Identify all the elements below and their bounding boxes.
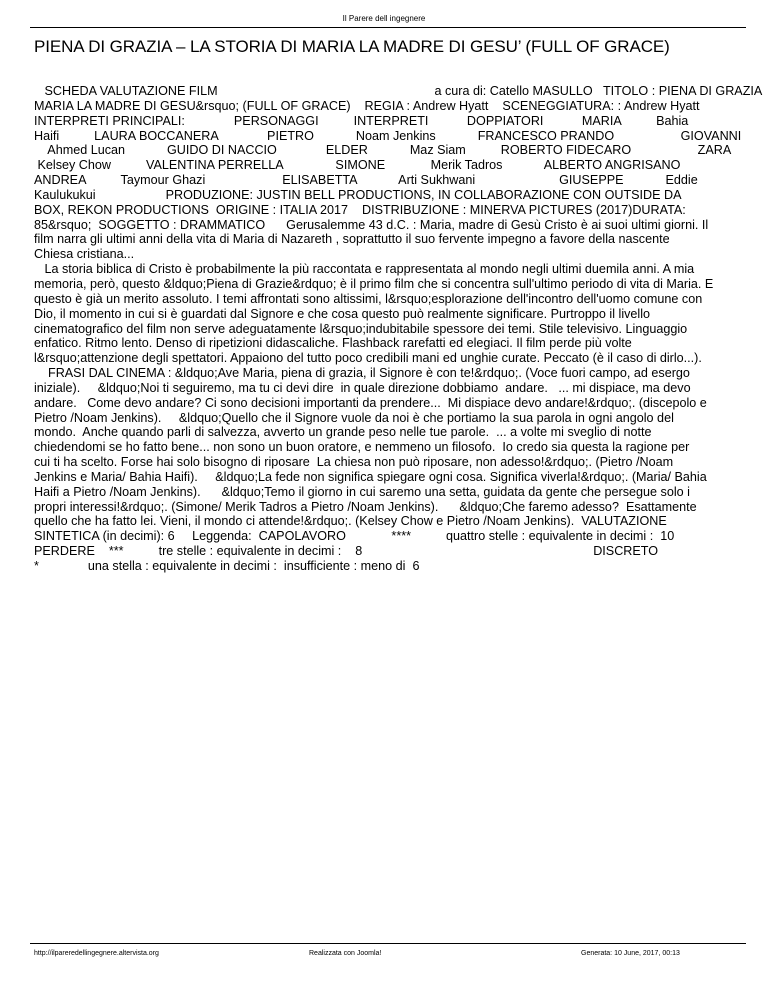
- article-line: Pietro /Noam Jenkins). &ldquo;Quello che il Signore vuole da noi è che portiamo la sua parola in ogni angolo del: [34, 410, 674, 425]
- article-line: film narra gli ultimi anni della vita di Maria di Nazareth , soprattutto il suo fervente impegno a favore della nascente: [34, 232, 670, 247]
- article-line: chiedendomi se ho fatto bene... non sono un buon oratore, e nemmeno un filosofo. Io credo sia questa la ragione per: [34, 440, 690, 455]
- article-title: PIENA DI GRAZIA – LA STORIA DI MARIA LA MADRE DI GESU’ (FULL OF GRACE): [34, 37, 670, 56]
- article-line: * una stella : equivalente in decimi : insufficiente : meno di 6: [34, 559, 420, 573]
- article-line: 85&rsquo; SOGGETTO : DRAMMATICO Gerusalemme 43 d.C. : Maria, madre di Gesù Cristo è ai suoi ultimi giorni. Il: [34, 217, 709, 232]
- article-line: quello che ha fatto lei. Vieni, il mondo ci attende!&rdquo;. (Kelsey Chow e Pietro /Noam Jenkins). VALUTAZIONE: [34, 514, 667, 529]
- article-line: FRASI DAL CINEMA : &ldquo;Ave Maria, piena di grazia, il Signore è con te!&rdquo;. (Voce fuori campo, ad esergo: [34, 366, 690, 381]
- article-body: [34, 84, 768, 574]
- article-line: propri interessi!&rdquo;. (Simone/ Merik Tadros a Pietro /Noam Jenkins). &ldquo;Che faremo adesso? Esattamente: [34, 499, 697, 514]
- article-line: Ahmed Lucan GUIDO DI NACCIO ELDER Maz Siam ROBERTO FIDECARO ZARA: [34, 143, 732, 158]
- article-line: questo è già un merito assoluto. I temi affrontati sono altissimi, l&rsquo;esplorazione dell'incontro dell'uomo comune con: [34, 291, 703, 306]
- article-line: MARIA LA MADRE DI GESU&rsquo; (FULL OF GRACE) REGIA : Andrew Hyatt SCENEGGIATURA: : Andrew Hyatt: [34, 98, 700, 113]
- article-line: BOX, REKON PRODUCTIONS ORIGINE : ITALIA 2017 DISTRIBUZIONE : MINERVA PICTURES (2017)DURATA:: [34, 202, 686, 217]
- article-line: SCHEDA VALUTAZIONE FILM a cura di: Catello MASULLO TITOLO : PIENA DI GRAZIA: [34, 84, 763, 98]
- article-line: cinematografico del film non serve adeguatamente l&rsquo;indubitabile spessore dei temi. Stile televisivo. Linguaggio: [34, 321, 688, 336]
- footer-made-with: Realizzata con Joomla!: [309, 950, 382, 957]
- article-line: mondo. Anche quando parli di salvezza, avverto un grande peso nelle tue parole. ... a volte mi sveglio di notte: [34, 425, 652, 440]
- article-line: Haifi a Pietro /Noam Jenkins). &ldquo;Temo il giorno in cui saremo una setta, guidata da gente che persegue solo i: [34, 484, 690, 499]
- article-line: Jenkins e Maria/ Bahia Haifi). &ldquo;La fede non significa spiegare ogni cosa. Significa viverla!&rdquo;. (Maria/ Bahia: [34, 469, 707, 484]
- article-line: INTERPRETI PRINCIPALI: PERSONAGGI INTERPRETI DOPPIATORI MARIA Bahia: [34, 113, 689, 128]
- article-line: Haifi LAURA BOCCANERA PIETRO Noam Jenkins FRANCESCO PRANDO GIOVANNI: [34, 128, 742, 143]
- header-divider: [30, 27, 746, 28]
- article-line: andare. Come devo andare? Ci sono decisioni importanti da prendere... Mi dispiace devo andare!&rdquo;. (discepolo e: [34, 395, 707, 410]
- article-line: PERDERE *** tre stelle : equivalente in decimi : 8 DISCRETO: [34, 544, 659, 559]
- article-line: memoria, però, questo &ldquo;Piena di Grazie&rdquo; è il primo film che si concentra sull'ultimo periodo di vita di Maria. E: [34, 276, 714, 291]
- footer-url[interactable]: http://ilpareredellingegnere.altervista.org: [34, 950, 159, 957]
- site-header: Il Parere dell ingegnere: [342, 14, 426, 23]
- article-line: cui ti ha scelto. Forse hai solo bisogno di riposare La chiesa non può riposare, non adesso!&rdquo;. (Pietro /Noam: [34, 455, 674, 470]
- footer-generated-date: Generata: 10 June, 2017, 00:13: [581, 950, 680, 957]
- article-line: ANDREA Taymour Ghazi ELISABETTA Arti Sukhwani GIUSEPPE Eddie: [34, 173, 698, 188]
- article-line: iniziale). &ldquo;Noi ti seguiremo, ma tu ci devi dire in quale direzione dobbiamo andare. ... mi dispiace, ma devo: [34, 380, 691, 395]
- article-line: Kaulukukui PRODUZIONE: JUSTIN BELL PRODUCTIONS, IN COLLABORAZIONE CON OUTSIDE DA: [34, 187, 682, 202]
- article-line: enfatico. Ritmo lento. Denso di ripetizioni didascaliche. Flashback rarefatti ed elegiaci. Il film perde più volte: [34, 336, 632, 351]
- article-line: SINTETICA (in decimi): 6 Leggenda: CAPOLAVORO **** quattro stelle : equivalente in decimi : 10: [34, 529, 675, 544]
- footer-divider: [30, 943, 746, 944]
- article-line: Chiesa cristiana...: [34, 247, 135, 262]
- article-line: Kelsey Chow VALENTINA PERRELLA SIMONE Merik Tadros ALBERTO ANGRISANO: [34, 158, 681, 173]
- article-line: La storia biblica di Cristo è probabilmente la più raccontata e rappresentata al mondo negli ultimi duemila anni. A mia: [34, 262, 695, 277]
- article-line: l&rsquo;attenzione degli spettatori. Appaiono del tutto poco credibili mani ed unghie curate. Peccato (è il caso di dirlo...).: [34, 351, 702, 366]
- article-line: Dio, il momento in cui si è guardati dal Signore e che cosa questo può realmente significare. Purtroppo il livello: [34, 306, 651, 321]
